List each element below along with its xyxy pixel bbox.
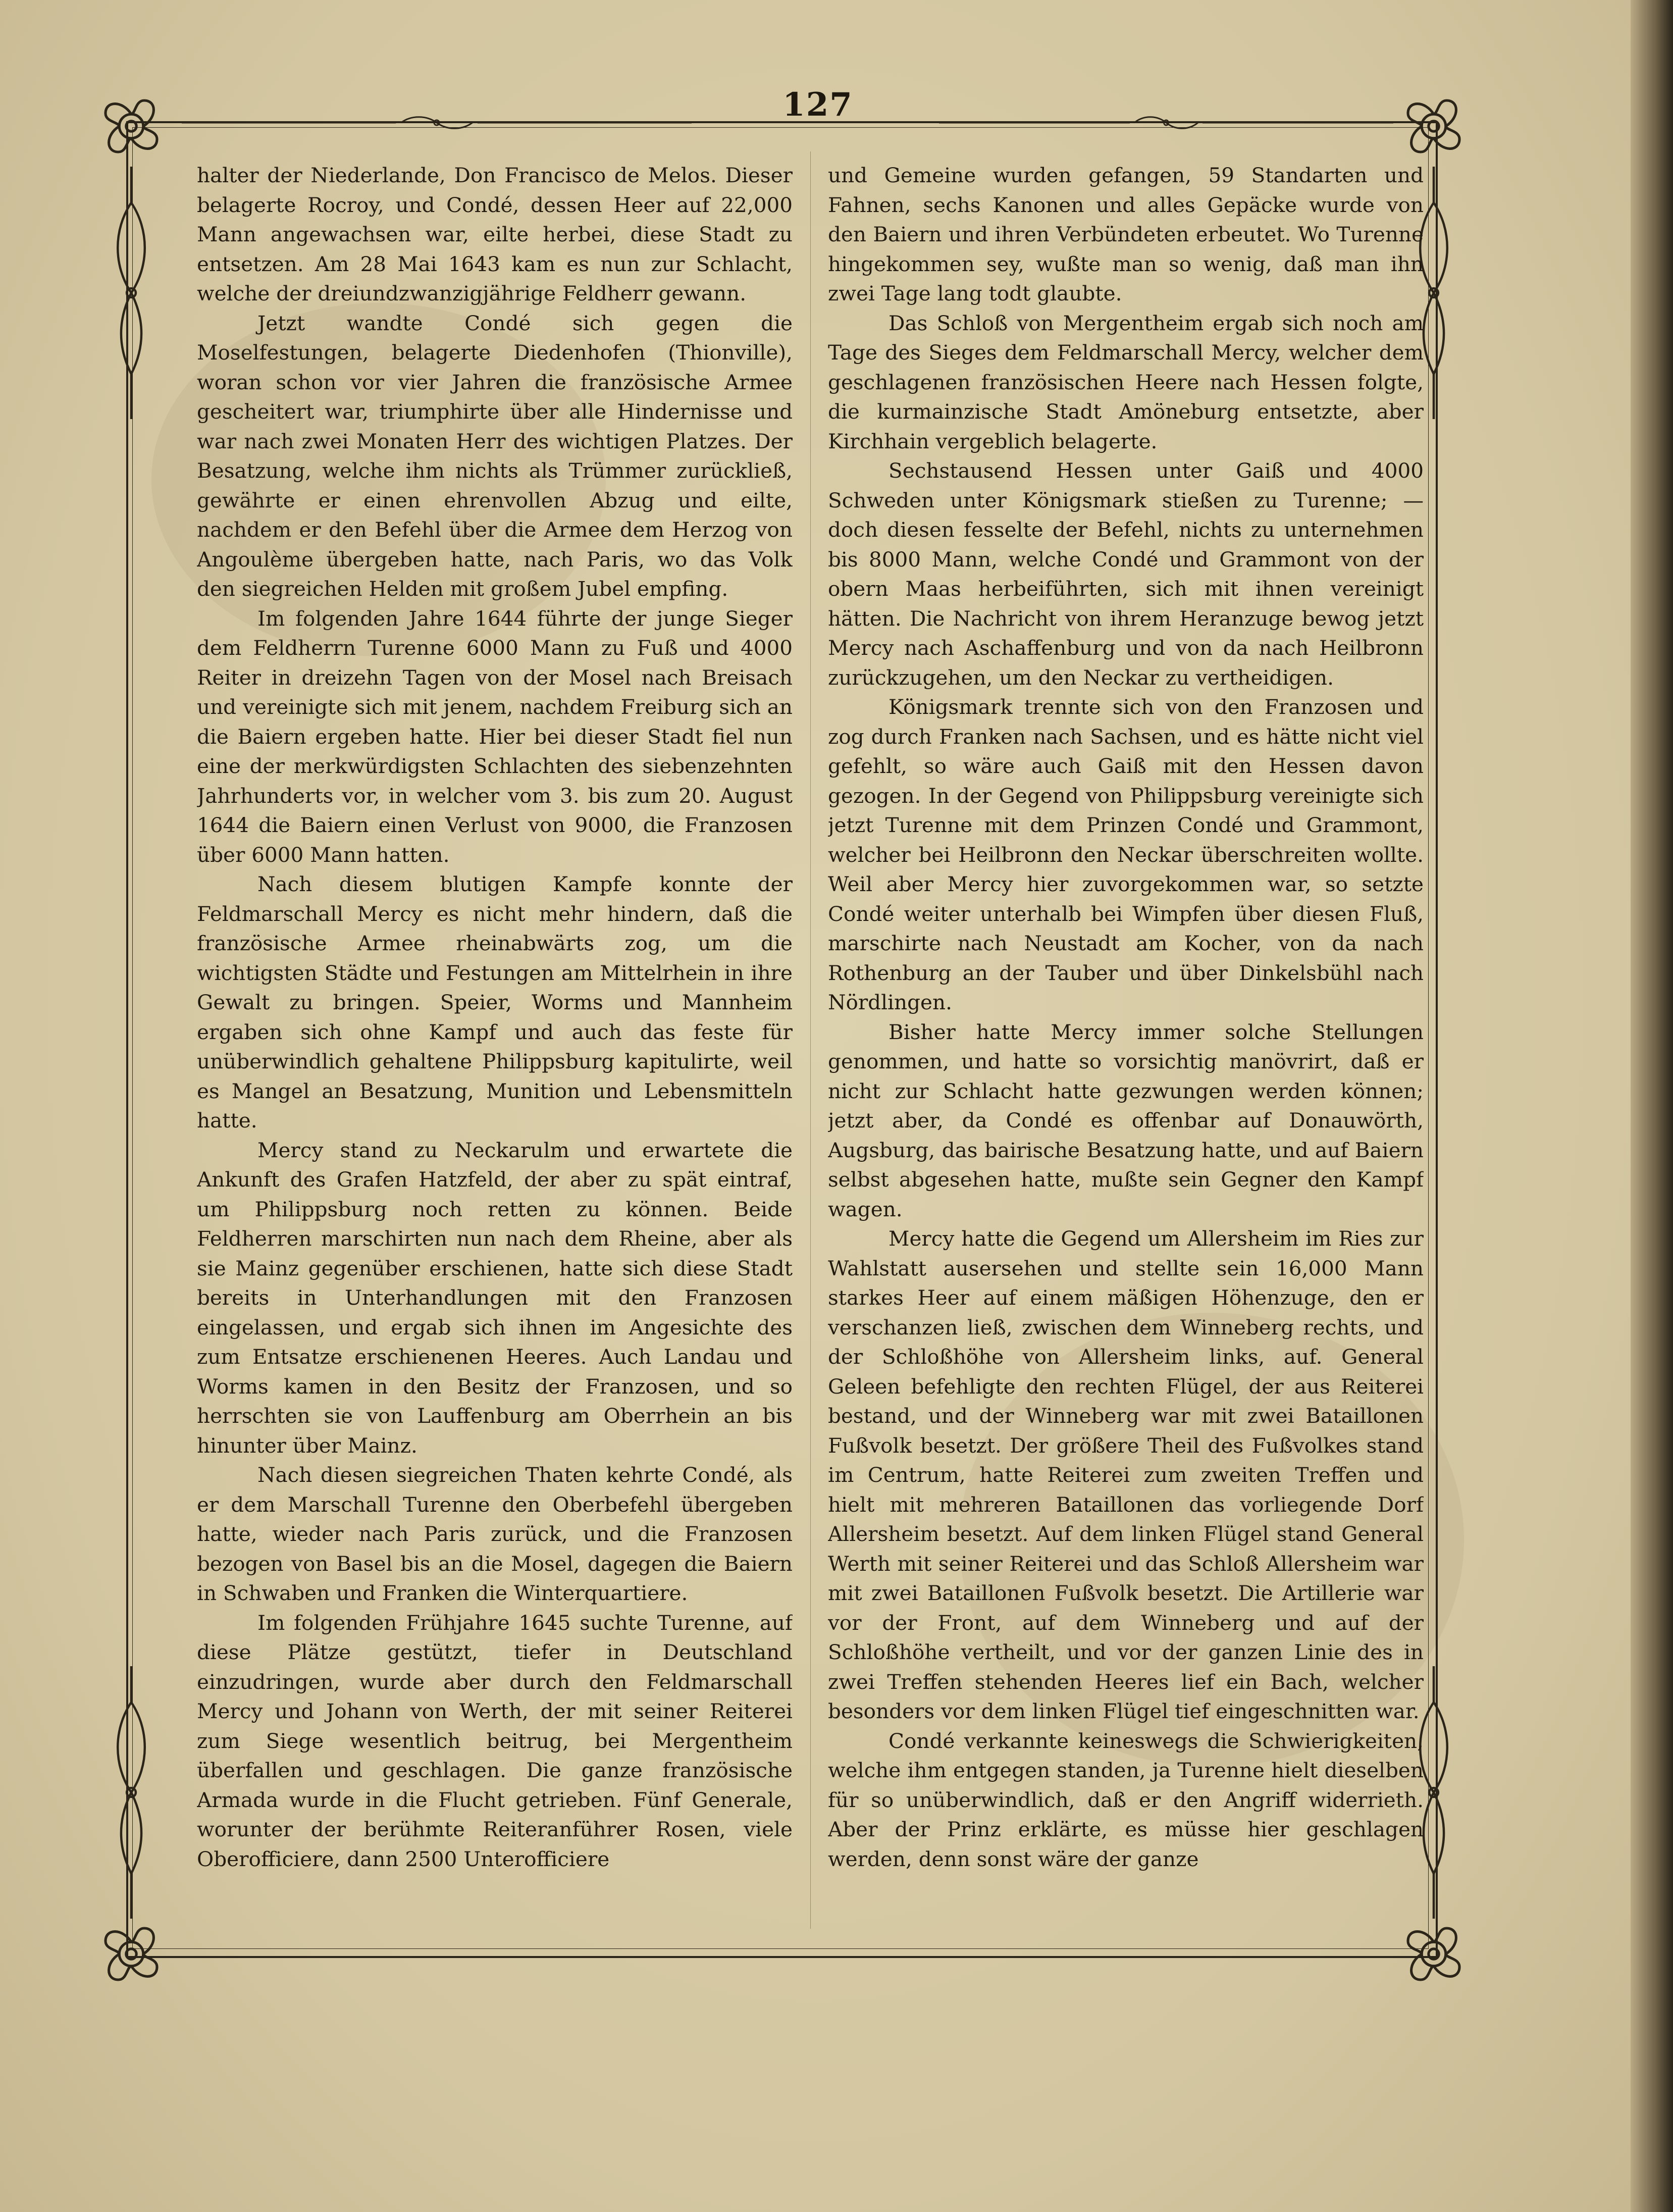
- paragraph: Jetzt wandte Condé sich gegen die Moselfestungen, belagerte Diedenhofen (Thionville), woran schon vor vier Jahren die französische Armee gescheitert war, triumphirte über alle Hindernisse und war nach zwei Monaten Herr des wichtigen Platzes. Der Besatzung, welche ihm nichts als Trümmer zurückließ, gewährte er einen ehrenvollen Abzug und eilte, nachdem er den Befehl über die Armee dem Herzog von Angoulème übergeben hatte, nach Paris, wo das Volk den siegreichen Helden mit großem Jubel empfing.: [197, 311, 793, 601]
- flourish-rule-icon: [939, 115, 1393, 130]
- flourish-corner-icon: [88, 83, 174, 169]
- flourish-vertical-icon: [103, 167, 159, 419]
- text-column-left: [197, 161, 793, 1918]
- paragraph: Bisher hatte Mercy immer solche Stellungen genommen, und hatte so vorsichtig manövrirt, daß er nicht zur Schlacht hatte gezwungen werden können; jetzt aber, da Condé es offenbar auf Donauwörth, Augsburg, das bairische Besatzung hatte, und auf Baiern selbst abgesehen hatte, mußte sein Gegner den Kampf wagen.: [828, 1019, 1424, 1221]
- flourish-rule-icon: [182, 115, 692, 130]
- paragraph: Mercy stand zu Neckarulm und erwartete die Ankunft des Grafen Hatzfeld, der aber zu spät eintraf, um Philippsburg noch retten zu können. Beide Feldherren marschirten nun nach dem Rheine, aber als sie Mainz gegenüber erschienen, hatte sich diese Stadt bereits in Unterhandlungen mit den Franzosen eingelassen, und ergab sich ihnen im Angesichte des zum Entsatze erschienenen Heeres. Auch Landau und Worms kamen in den Besitz der Franzosen, und so herrschten sie von Lauffenburg am Oberrhein an bis hinunter über Mainz.: [197, 1138, 793, 1458]
- flourish-vertical-icon: [103, 1666, 159, 1919]
- paragraph: Das Schloß von Mergentheim ergab sich noch am Tage des Sieges dem Feldmarschall Mercy, welcher dem geschlagenen französischen Heere nach Hessen folgte, die kurmainzische Stadt Amöneburg entsetzte, aber Kirchhain vergeblich belagerte.: [828, 311, 1424, 453]
- paragraph: Im folgenden Frühjahre 1645 suchte Turenne, auf diese Plätze gestützt, tiefer in Deutschland einzudringen, wurde aber durch den Feldmarschall Mercy und Johann von Werth, der mit seiner Reiterei zum Siege wesentlich beitrug, bei Mergentheim überfallen und geschlagen. Die ganze französische Armada wurde in die Flucht getrieben. Fünf Generale, worunter der berühmte Reiteranführer Rosen, viele Oberofficiere, dann 2500 Unterofficiere: [197, 1610, 793, 1871]
- paragraph: und Gemeine wurden gefangen, 59 Standarten und Fahnen, sechs Kanonen und alles Gepäcke wurde von den Baiern und ihren Verbündeten erbeutet. Wo Turenne hingekommen sey, wußte man so wenig, daß man ihn zwei Tage lang todt glaubte.: [828, 163, 1424, 305]
- paragraph: halter der Niederlande, Don Francisco de Melos. Dieser belagerte Rocroy, und Condé, dessen Heer auf 22,000 Mann angewachsen war, eilte herbei, diese Stadt zu entsetzen. Am 28 Mai 1643 kam es nun zur Schlacht, welche der dreiundzwanzigjährige Feldherr gewann.: [197, 163, 793, 305]
- paragraph: Nach diesem blutigen Kampfe konnte der Feldmarschall Mercy es nicht mehr hindern, daß die französische Armee rheinabwärts zog, um die wichtigsten Städte und Festungen am Mittelrhein in ihre Gewalt zu bringen. Speier, Worms und Mannheim ergaben sich ohne Kampf und auch das feste für unüberwindlich gehaltene Philippsburg kapitulirte, weil es Mangel an Besatzung, Munition und Lebensmitteln hatte.: [197, 872, 793, 1133]
- flourish-corner-icon: [1391, 1911, 1477, 1997]
- paragraph: Sechstausend Hessen unter Gaiß und 4000 Schweden unter Königsmark stießen zu Turenne; — doch diesen fesselte der Befehl, nichts zu unternehmen bis 8000 Mann, welche Condé und Grammont von der obern Maas herbeiführten, sich mit ihnen vereinigt hätten. Die Nachricht von ihrem Heranzuge bewog jetzt Mercy nach Aschaffenburg und von da nach Heilbronn zurückzugehen, um den Neckar zu vertheidigen.: [828, 458, 1424, 690]
- paragraph: Nach diesen siegreichen Thaten kehrte Condé, als er dem Marschall Turenne den Oberbefehl übergeben hatte, wieder nach Paris zurück, und die Franzosen bezogen von Basel bis an die Mosel, dagegen die Baiern in Schwaben und Franken die Winterquartiere.: [197, 1463, 793, 1605]
- column-divider: [810, 151, 811, 1929]
- text-column-right: [828, 161, 1424, 1918]
- page-number: 127: [782, 86, 853, 124]
- paragraph: Condé verkannte keineswegs die Schwierigkeiten, welche ihm entgegen standen, ja Turenne hielt dieselben für so unüberwindlich, daß er den Angriff widerrieth. Aber der Prinz erklärte, es müsse hier geschlagen werden, denn sonst wäre der ganze: [828, 1728, 1424, 1871]
- page-edge: [1631, 0, 1673, 2212]
- paragraph: Im folgenden Jahre 1644 führte der junge Sieger dem Feldherrn Turenne 6000 Mann zu Fuß und 4000 Reiter in dreizehn Tagen von der Mosel nach Breisach und vereinigte sich mit jenem, nachdem Freiburg sich an die Baiern ergeben hatte. Hier bei dieser Stadt fiel nun eine der merkwürdigsten Schlachten des siebenzehnten Jahrhunderts vor, in welcher vom 3. bis zum 20. August 1644 die Baiern einen Verlust von 9000, die Franzosen über 6000 Mann hatten.: [197, 606, 793, 867]
- paragraph: Mercy hatte die Gegend um Allersheim im Ries zur Wahlstatt ausersehen und stellte sein 16,000 Mann starkes Heer auf einem mäßigen Höhenzuge, den er verschanzen ließ, zwischen dem Winneberg rechts, und der Schloßhöhe von Allersheim links, auf. General Geleen befehligte den rechten Flügel, der aus Reiterei bestand, und der Winneberg war mit zwei Bataillonen Fußvolk besetzt. Der größere Theil des Fußvolkes stand im Centrum, hatte Reiterei zum zweiten Treffen und hielt mit mehreren Bataillonen das vorliegende Dorf Allersheim besetzt. Auf dem linken Flügel stand General Werth mit seiner Reiterei und das Schloß Allersheim war mit zwei Bataillonen Fußvolk besetzt. Die Artillerie war vor der Front, auf dem Winneberg und auf der Schloßhöhe vertheilt, und vor der ganzen Linie des in zwei Treffen stehenden Heeres lief ein Bach, welcher besonders vor dem linken Flügel tief eingeschnitten war.: [828, 1226, 1424, 1723]
- flourish-corner-icon: [88, 1911, 174, 1997]
- flourish-corner-icon: [1391, 83, 1477, 169]
- paragraph: Königsmark trennte sich von den Franzosen und zog durch Franken nach Sachsen, und es hätte nicht viel gefehlt, so wäre auch Gaiß mit den Hessen davon gezogen. In der Gegend von Philippsburg vereinigte sich jetzt Turenne mit dem Prinzen Condé und Grammont, welcher bei Heilbronn den Neckar überschreiten wollte. Weil aber Mercy hier zuvorgekommen war, so setzte Condé weiter unterhalb bei Wimpfen über diesen Fluß, marschirte nach Neustadt am Kocher, von da nach Rothenburg an der Tauber und über Dinkelsbühl nach Nördlingen.: [828, 695, 1424, 1014]
